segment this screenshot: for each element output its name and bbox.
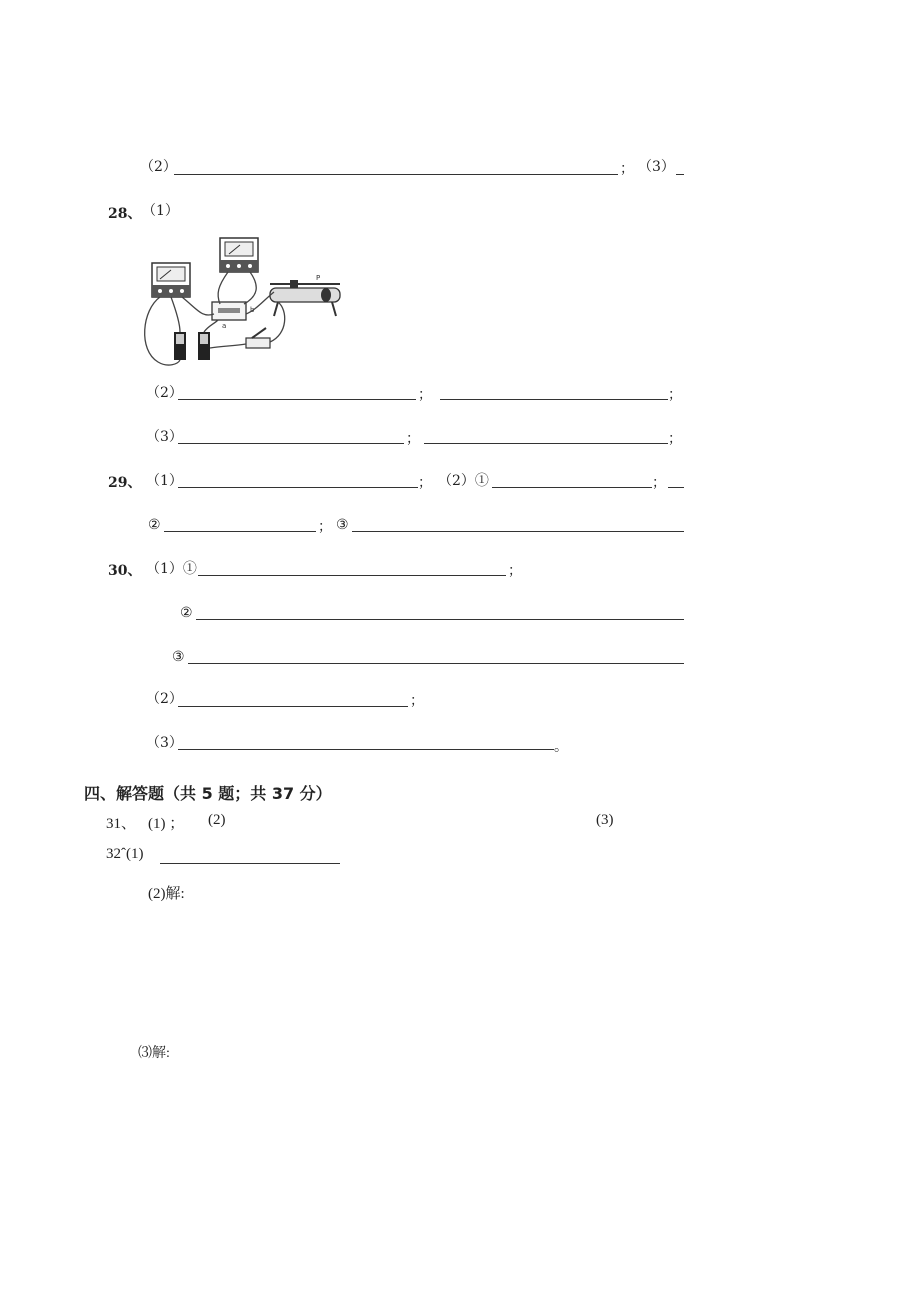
q30-part3-end: 。 <box>554 739 568 755</box>
q31-number: 31、 <box>106 816 137 832</box>
q32-number: 32ˆ(1) <box>106 846 144 862</box>
section4-title: 四、解答题（共 5 题；共 37 分） <box>84 784 332 803</box>
q28-part3-blank-a[interactable] <box>178 443 404 444</box>
q28-number: 28、 <box>108 206 142 222</box>
circuit-apparatus-figure <box>138 230 350 370</box>
q28-part2-end: ； <box>668 387 682 403</box>
q32-part2-label: (2)解: <box>148 886 185 902</box>
q30-number: 30、 <box>108 563 142 579</box>
resistor-board-icon <box>212 302 255 330</box>
svg-text:b: b <box>250 306 255 314</box>
q27-part2-answer-blank[interactable] <box>174 174 618 175</box>
q29-number: 29、 <box>108 475 142 491</box>
q30-circle2-blank[interactable] <box>196 619 684 620</box>
voltmeter-icon <box>220 238 258 272</box>
q29-part2-blank-1[interactable] <box>492 487 652 488</box>
q32-part1-blank[interactable] <box>160 863 340 864</box>
q29-circle2-label: ② <box>148 517 161 533</box>
battery-icon <box>174 332 210 360</box>
q32-part3-label: ⑶解: <box>138 1046 170 1061</box>
q28-part3-label: （3） <box>146 429 183 445</box>
q28-part2-label: （2） <box>146 385 183 401</box>
q28-part2-separator: ； <box>418 387 432 403</box>
q29-part1-blank[interactable] <box>178 487 418 488</box>
q29-circle3-blank[interactable] <box>352 531 684 532</box>
q28-part2-blank-a[interactable] <box>178 399 416 400</box>
q31-part2-label: (2) <box>208 812 226 828</box>
q30-part1-end: ； <box>508 563 522 579</box>
q27-part2-label: （2） <box>140 159 177 175</box>
q30-part2-blank[interactable] <box>178 706 408 707</box>
q30-part3-label: （3） <box>146 735 183 751</box>
q27-separator: ； <box>620 161 634 177</box>
q28-part3-end: ； <box>668 431 682 447</box>
q27-part3-label: （3） <box>638 159 675 175</box>
q29-part1-label: （1） <box>146 473 183 489</box>
q29-part1-separator: ； <box>418 475 432 491</box>
svg-text:a: a <box>222 322 227 330</box>
q29-part2-blank-1-cont[interactable] <box>668 487 684 488</box>
q30-part3-blank[interactable] <box>178 749 554 750</box>
rheostat-icon <box>270 274 340 316</box>
q30-part2-label: （2） <box>146 691 183 707</box>
q30-circle1-blank[interactable] <box>198 575 506 576</box>
q31-part3-label: (3) <box>596 812 614 828</box>
ammeter-icon <box>152 263 190 297</box>
q30-part1-label: （1）① <box>146 561 197 577</box>
circuit-illustration <box>138 230 350 370</box>
q28-part1-label: （1） <box>142 203 179 219</box>
q28-part3-blank-b[interactable] <box>424 443 668 444</box>
q28-part2-blank-b[interactable] <box>440 399 668 400</box>
q30-circle3-blank[interactable] <box>188 663 684 664</box>
q30-circle3-label: ③ <box>172 649 185 665</box>
q29-part2-label: （2）① <box>438 473 489 489</box>
q29-circle2-separator: ； <box>318 519 332 535</box>
q29-circle3-label: ③ <box>336 517 349 533</box>
q27-part3-answer-blank[interactable] <box>676 174 684 175</box>
q30-part2-end: ； <box>410 693 424 709</box>
svg-text:P: P <box>316 274 321 282</box>
q31-part1-label: (1) ； <box>148 816 185 832</box>
q29-circle2-blank[interactable] <box>164 531 316 532</box>
q28-part3-separator: ； <box>406 431 420 447</box>
q30-circle2-label: ② <box>180 605 193 621</box>
switch-icon <box>246 328 270 348</box>
q29-part2-separator: ； <box>652 475 666 491</box>
